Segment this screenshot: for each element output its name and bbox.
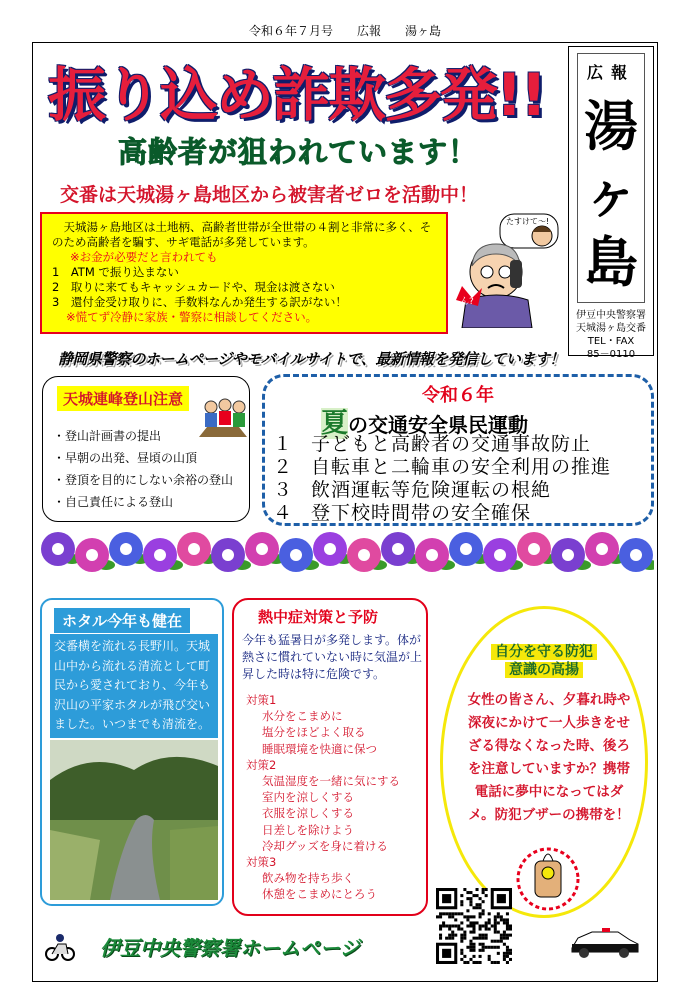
crime-prevention-text: 女性の皆さん、夕暮れ時や深夜にかけて一人歩きをせざる得なくなった時、後ろを注意していますか？携帯電話に夢中になってはダメ。防犯ブザーの携帯を！ bbox=[467, 692, 631, 823]
crime-prevention-title-2: 意識の高揚 bbox=[505, 662, 583, 678]
morning-glory-flower bbox=[143, 538, 183, 572]
masthead-char-3: 島 bbox=[584, 231, 638, 294]
crime-prevention-title-1: 自分を守る防犯 bbox=[491, 644, 597, 660]
firefly-text: 交番横を流れる長野川。天城山中から流れる清流として町民から愛されており、今年も沢山の平家ホタルが飛び交いました。いつまでも清流を。 bbox=[50, 634, 218, 738]
morning-glory-flower bbox=[109, 532, 149, 566]
heatstroke-item: 気温湿度を一緒に気にする bbox=[262, 774, 400, 789]
sub-headline: 高齢者が狙われています！ bbox=[118, 135, 479, 169]
morning-glory-flower bbox=[313, 532, 353, 566]
morning-glory-flower bbox=[449, 532, 489, 566]
firefly-box bbox=[40, 598, 224, 906]
masthead-char-2: ヶ bbox=[584, 163, 638, 226]
fraud-warning: ※お金が必要だと言われても bbox=[70, 250, 218, 264]
fraud-item: 3 還付金受け取りに、手数料なんか発生する訳がない！ bbox=[52, 295, 347, 309]
morning-glory-flower bbox=[517, 532, 557, 566]
traffic-num: ４ bbox=[273, 502, 294, 524]
traffic-item bbox=[273, 433, 611, 456]
qr-code[interactable] bbox=[436, 888, 512, 964]
fraud-intro: 天城湯ヶ島地区は土地柄、高齢者世帯が全世帯の４割と非常に多く、そのため高齢者を騙す、サギ電話が多発しています。 bbox=[52, 220, 432, 249]
station-number: 85－0110 bbox=[586, 349, 636, 360]
morning-glory-flower bbox=[347, 538, 387, 572]
morning-glory-flower bbox=[245, 532, 285, 566]
grandpa-phone-illustration bbox=[452, 210, 564, 328]
firefly-title: ホタル今年も健在 bbox=[54, 608, 190, 633]
mountain-item: ・早朝の出発、昼頃の山頂 bbox=[53, 451, 198, 465]
traffic-item bbox=[273, 502, 611, 525]
mountain-title: 天城連峰登山注意 bbox=[57, 386, 189, 411]
main-headline: 振り込め詐欺多発!! bbox=[48, 61, 545, 129]
traffic-list bbox=[273, 433, 611, 525]
morning-glory-flower bbox=[279, 538, 319, 572]
station-police: 伊豆中央警察署 bbox=[576, 310, 646, 321]
station-telfax: TEL・FAX bbox=[587, 336, 635, 347]
heatstroke-item: 対策1 bbox=[246, 693, 277, 707]
morning-glory-flower bbox=[483, 538, 523, 572]
mountain-item: ・登山計画書の提出 bbox=[53, 429, 162, 443]
morning-glory-flower bbox=[381, 532, 421, 566]
traffic-num: １ bbox=[273, 433, 294, 455]
morning-glory-flower bbox=[75, 538, 115, 572]
heatstroke-item: 睡眠環境を快適に保つ bbox=[262, 741, 377, 756]
traffic-text: 飲酒運転等危険運転の根絶 bbox=[311, 479, 552, 501]
masthead-char-1: 湯 bbox=[584, 95, 638, 158]
mountain-caution-box bbox=[42, 376, 250, 522]
heatstroke-item: 対策2 bbox=[246, 757, 277, 772]
morning-glory-border bbox=[40, 528, 654, 576]
traffic-title-rest: の交通安全県民運動 bbox=[348, 413, 528, 437]
info-announcement: 静岡県警察のホームページやモバイルサイトで、最新情報を発信しています！ bbox=[58, 350, 564, 368]
fraud-note: ※慌てず冷静に家族・警察に相談してください。 bbox=[66, 310, 318, 324]
heatstroke-item: 水分をこまめに bbox=[262, 709, 343, 724]
masthead-box bbox=[577, 53, 645, 303]
heatstroke-item: 室内を涼しくする bbox=[262, 790, 354, 805]
heatstroke-box bbox=[232, 598, 428, 916]
morning-glory-flower bbox=[585, 532, 625, 566]
traffic-text: 子どもと高齢者の交通事故防止 bbox=[311, 433, 592, 455]
heatstroke-item: 日差しを除けよう bbox=[262, 822, 354, 837]
heatstroke-text: 今年も猛暑日が多発します。体が熱さに慣れていない時に気温が上昇した時は特に危険です。 bbox=[242, 633, 423, 681]
morning-glory-flower bbox=[211, 538, 251, 572]
police-homepage-link[interactable]: 伊豆中央警察署ホームページ bbox=[100, 936, 360, 960]
traffic-item bbox=[273, 456, 611, 479]
station-info bbox=[569, 309, 653, 361]
issue-header: 令和６年７月号 広報 湯ヶ島 bbox=[248, 24, 441, 38]
masthead-sidebar bbox=[568, 46, 654, 360]
traffic-year: 令和６年 bbox=[422, 385, 494, 406]
river-photo bbox=[50, 740, 218, 900]
morning-glory-flower bbox=[619, 538, 654, 572]
mountain-list bbox=[53, 425, 233, 513]
heatstroke-item: 衣服を涼しくする bbox=[262, 806, 354, 821]
police-car-icon bbox=[568, 926, 642, 960]
fraud-item: 2 取りに来てもキャッシュカードや、現金は渡さない bbox=[52, 280, 335, 294]
police-motorcycle-icon bbox=[44, 930, 76, 962]
mountain-item: ・登頂を目的にしない余裕の登山 bbox=[53, 473, 234, 487]
fraud-item: 1 ATM で振り込まない bbox=[52, 265, 179, 279]
heatstroke-item: 塩分をほどよく取る bbox=[262, 725, 366, 740]
masthead-kouhou: 広報 bbox=[586, 63, 635, 82]
traffic-num: ２ bbox=[273, 456, 294, 478]
crime-prevention-title bbox=[443, 643, 645, 679]
morning-glory-flower bbox=[177, 532, 217, 566]
security-buzzer-icon bbox=[513, 841, 583, 913]
station-koban: 天城湯ヶ島交番 bbox=[576, 323, 646, 334]
traffic-safety-box bbox=[262, 374, 654, 526]
traffic-text: 自転車と二輪車の安全利用の推進 bbox=[311, 456, 612, 478]
traffic-text: 登下校時間帯の安全確保 bbox=[311, 502, 532, 524]
bubble-text: たすけて〜! bbox=[506, 217, 550, 226]
fraud-warning-box bbox=[40, 212, 448, 334]
heatstroke-item: 飲み物を持ち歩く bbox=[262, 871, 354, 886]
morning-glory-flower bbox=[415, 538, 455, 572]
heatstroke-item: 冷却グッズを身に着ける bbox=[262, 838, 388, 853]
heatstroke-item: 対策3 bbox=[246, 855, 277, 870]
traffic-num: ３ bbox=[273, 479, 294, 501]
crime-prevention-box bbox=[440, 606, 648, 918]
mountain-item: ・自己責任による登山 bbox=[53, 495, 174, 509]
heatstroke-title: 熱中症対策と予防 bbox=[258, 608, 379, 626]
heatstroke-list bbox=[246, 692, 400, 903]
shock-text: ん? bbox=[460, 297, 474, 307]
morning-glory-flower bbox=[41, 532, 81, 566]
traffic-natsu: 夏 bbox=[321, 408, 348, 439]
heatstroke-item: 休憩をこまめにとろう bbox=[262, 887, 377, 902]
lead-text: 交番は天城湯ヶ島地区から被害者ゼロを活動中！ bbox=[60, 184, 479, 206]
morning-glory-flower bbox=[551, 538, 591, 572]
traffic-item bbox=[273, 479, 611, 502]
